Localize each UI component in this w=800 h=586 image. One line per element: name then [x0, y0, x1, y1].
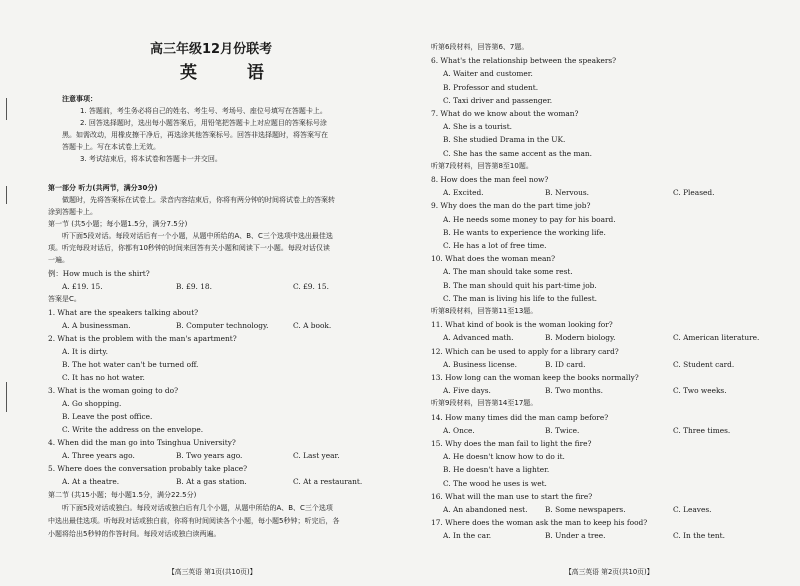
option: C. Two weeks. [673, 386, 727, 396]
part1-intro: 涂到答题卡上。 [48, 208, 97, 216]
option: C. The man is living his life to the fullest. [443, 293, 598, 303]
option: A. Go shopping. [62, 399, 122, 408]
option: A. Advanced math. [443, 333, 514, 343]
option: B. The man should quit his part-time job. [443, 280, 597, 290]
question-3: 3. What is the woman going to do? [48, 386, 179, 395]
option: B. Under a tree. [545, 531, 606, 541]
notice-line: 1. 答题前，考生务必将自己的姓名、考生号、考场号、座位号填写在答题卡上。 [80, 107, 327, 115]
option: A. A businessman. [62, 321, 131, 330]
page-right [415, 0, 800, 586]
page-footer: 【高三英语 第2页(共10页)】 [565, 568, 654, 576]
material-heading: 听第9段材料，回答第14至17题。 [431, 399, 538, 408]
option: C. A book. [293, 321, 332, 330]
exam-title: 高三年级12月份联考 [150, 42, 273, 57]
option: A. He doesn't know how to do it. [443, 452, 565, 462]
option: A. An abandoned nest. [443, 505, 528, 514]
option: B. Two years ago. [176, 451, 243, 460]
option: C. The wood he uses is wet. [443, 478, 547, 488]
option: C. It has no hot water. [62, 373, 145, 382]
exam-subject: 英 语 [180, 63, 286, 83]
option: B. Leave the post office. [62, 412, 153, 421]
option: B. Some newspapers. [545, 505, 626, 514]
example-option: A. £19. 15. [62, 282, 103, 291]
option: C. Leaves. [673, 505, 712, 514]
question: 9. Why does the man do the part time job? [431, 201, 591, 211]
option: B. Twice. [545, 425, 580, 435]
option: A. Waiter and customer. [443, 69, 533, 79]
question: 16. What will the man use to start the fire? [431, 491, 593, 501]
notice-line: 2. 回答选择题时，选出每小题答案后，用铅笔把答题卡上对应题目的答案标号涂 [80, 119, 327, 127]
page-footer: 【高三英语 第1页(共10页)】 [168, 568, 257, 576]
question-1: 1. What are the speakers talking about? [48, 308, 199, 317]
scan-mark [6, 98, 7, 120]
option: A. The man should take some rest. [443, 267, 573, 277]
option: A. In the car. [443, 531, 492, 541]
part1-intro: 做题时，先将答案标在试卷上。录音内容结束后，你将有两分钟的时间将试卷上的答案转 [62, 196, 335, 204]
option: C. At a restaurant. [293, 477, 363, 486]
option: C. Last year. [293, 451, 340, 460]
option: B. Professor and student. [443, 82, 539, 92]
question-5: 5. Where does the conversation probably take place? [48, 464, 248, 473]
question: 12. Which can be used to apply for a library card? [431, 346, 619, 356]
section1-intro: 项。听完每段对话后，你都有10秒钟的时间来回答有关小题和阅读下一小题。每段对话仅读 [48, 244, 330, 252]
option: A. It is dirty. [62, 347, 108, 356]
option: B. Two months. [545, 386, 604, 396]
section2-intro: 听下面5段对话或独白。每段对话或独白后有几个小题，从题中所给的A、B、C三个选项 [62, 504, 333, 512]
option: C. Pleased. [673, 188, 715, 198]
notice-line: 黑。如需改动，用橡皮擦干净后，再选涂其他答案标号。回答非选择题时，将答案写在 [62, 131, 328, 139]
section1-intro: 一遍。 [48, 256, 69, 264]
question-2: 2. What is the problem with the man's apartment? [48, 334, 237, 343]
part1-heading: 第一部分 听力(共两节，满分30分) [48, 184, 158, 192]
section1-intro: 听下面5段对话。每段对话后有一个小题，从题中所给的A、B、C三个选项中选出最佳选 [62, 232, 333, 240]
example-question: 例：How much is the shirt? [48, 269, 150, 278]
question: 8. How does the man feel now? [431, 175, 549, 184]
section2-intro: 中选出最佳选项。听每段对话或独白前，你将有时间阅读各个小题，每小题5秒钟；听完后，各 [48, 517, 340, 525]
option: B. He wants to experience the working life. [443, 227, 606, 237]
material-heading: 听第8段材料，回答第11至13题。 [431, 307, 538, 315]
option: C. American literature. [673, 333, 760, 343]
notice-line: 3. 考试结束后，将本试卷和答题卡一并交回。 [80, 155, 222, 163]
option: A. Once. [443, 425, 475, 435]
option: C. Taxi driver and passenger. [443, 95, 553, 105]
option: C. In the tent. [673, 531, 725, 541]
question: 7. What do we know about the woman? [431, 109, 579, 118]
question: 11. What kind of book is the woman looking for? [431, 320, 613, 330]
notice-heading: 注意事项： [62, 95, 97, 103]
option: B. Nervous. [545, 188, 590, 198]
option: C. Write the address on the envelope. [62, 425, 204, 434]
scan-mark [6, 382, 7, 412]
question: 15. Why does the man fail to light the fire? [431, 439, 592, 448]
option: B. The hot water can't be turned off. [62, 360, 199, 369]
option: B. At a gas station. [176, 477, 247, 486]
question: 17. Where does the woman ask the man to keep his food? [431, 518, 648, 528]
material-heading: 听第6段材料，回答第6、7题。 [431, 43, 529, 51]
material-heading: 听第7段材料，回答第8至10题。 [431, 161, 533, 170]
section2-heading: 第二节 (共15小题；每小题1.5分，满分22.5分) [48, 491, 197, 499]
question-4: 4. When did the man go into Tsinghua University? [48, 438, 236, 447]
question: 10. What does the woman mean? [431, 254, 556, 264]
option: A. Three years ago. [62, 451, 135, 460]
option: B. Computer technology. [176, 321, 269, 330]
option: A. He needs some money to pay for his board. [443, 214, 616, 224]
example-option: B. £9. 18. [176, 282, 212, 291]
notice-line: 答题卡上。写在本试卷上无效。 [62, 143, 160, 151]
question: 13. How long can the woman keep the books normally? [431, 373, 639, 382]
option: C. He has a lot of free time. [443, 241, 547, 250]
option: B. ID card. [545, 359, 586, 369]
option: A. Five days. [443, 386, 491, 396]
option: B. She studied Drama in the UK. [443, 135, 566, 145]
section1-heading: 第一节 (共5小题；每小题1.5分，满分7.5分) [48, 220, 188, 228]
option: C. Three times. [673, 425, 731, 435]
example-answer: 答案是C。 [48, 295, 81, 303]
option: A. She is a tourist. [443, 122, 513, 132]
option: A. Excited. [443, 188, 484, 198]
scan-mark [6, 186, 7, 204]
example-option: C. £9. 15. [293, 282, 329, 291]
question: 6. What's the relationship between the speakers? [431, 56, 617, 66]
option: A. Business license. [443, 359, 517, 369]
question: 14. How many times did the man camp before? [431, 412, 609, 422]
option: C. She has the same accent as the man. [443, 148, 592, 158]
section2-intro: 小题将给出5秒钟的作答时间。每段对话或独白读两遍。 [48, 530, 221, 538]
option: B. Modern biology. [545, 333, 616, 343]
option: C. Student card. [673, 359, 735, 369]
option: B. He doesn't have a lighter. [443, 465, 550, 475]
option: A. At a theatre. [62, 477, 120, 486]
